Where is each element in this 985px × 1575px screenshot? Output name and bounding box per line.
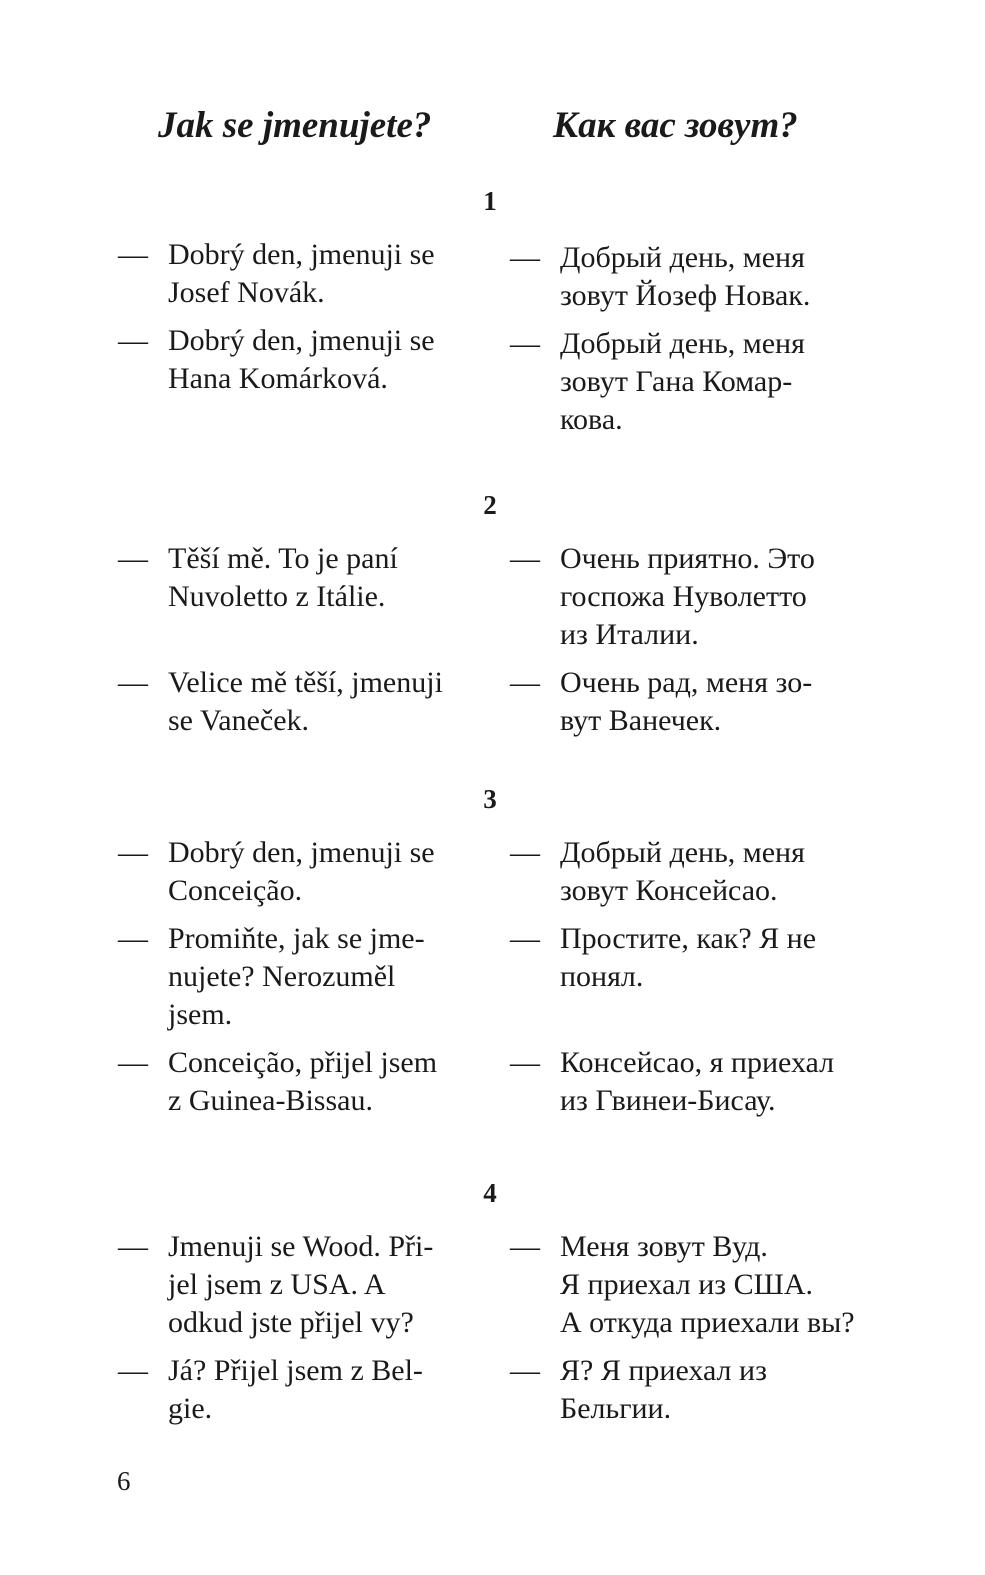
dialogue-line bbox=[118, 664, 478, 740]
dialogue-line bbox=[118, 920, 478, 1034]
dash-mark: — bbox=[118, 324, 148, 357]
dialogue-line bbox=[118, 236, 478, 312]
dialogue-text: Меня зовут Вуд. Я приехал из США. А откуда приехали вы? bbox=[560, 1230, 855, 1339]
section-1-czech-column bbox=[118, 236, 478, 398]
dialogue-line bbox=[510, 1352, 870, 1428]
dash-mark: — bbox=[510, 836, 540, 869]
section-2-czech-column bbox=[118, 540, 478, 740]
dialogue-text: Těší mě. To je paní Nuvoletto z Itálie. bbox=[168, 542, 398, 613]
section-4-czech-column bbox=[118, 1228, 478, 1428]
dialogue-line bbox=[510, 1228, 870, 1342]
dialogue-text: Простите, как? Я не понял. bbox=[560, 922, 817, 993]
dialogue-text: Добрый день, меня зовут Консейсао. bbox=[560, 836, 805, 907]
dialogue-text: Добрый день, меня зовут Гана Комар- кова. bbox=[560, 327, 805, 436]
dash-mark: — bbox=[510, 1230, 540, 1263]
dash-mark: — bbox=[510, 542, 540, 575]
section-number-3: 3 bbox=[483, 784, 497, 814]
dialogue-line bbox=[118, 834, 478, 910]
title-czech: Jak se jmenujete? bbox=[158, 105, 432, 146]
dash-mark: — bbox=[510, 1354, 540, 1387]
dialogue-text: Conceição, přijel jsem z Guinea-Bissau. bbox=[168, 1046, 438, 1117]
dialogue-text: Я? Я приехал из Бельгии. bbox=[560, 1354, 767, 1425]
section-number-1: 1 bbox=[483, 186, 497, 216]
dialogue-line bbox=[510, 1044, 870, 1120]
page-number: 6 bbox=[117, 1466, 131, 1496]
dash-mark: — bbox=[118, 666, 148, 699]
title-russian: Как вас зовут? bbox=[553, 105, 798, 146]
dialogue-text: Dobrý den, jmenuji se Josef Novák. bbox=[168, 238, 435, 309]
dialogue-line bbox=[118, 1352, 478, 1428]
dash-mark: — bbox=[118, 238, 148, 271]
dialogue-line bbox=[510, 239, 870, 315]
dialogue-line bbox=[510, 834, 870, 910]
dialogue-text: Dobrý den, jmenuji se Conceição. bbox=[168, 836, 435, 907]
dialogue-text: Консейсао, я приехал из Гвинеи-Бисау. bbox=[560, 1046, 835, 1117]
dash-mark: — bbox=[118, 1046, 148, 1079]
section-3-russian-column bbox=[510, 834, 870, 1120]
section-1-russian-column bbox=[510, 239, 870, 439]
section-2-russian-column bbox=[510, 540, 870, 740]
dialogue-line bbox=[510, 325, 870, 439]
dash-mark: — bbox=[118, 1354, 148, 1387]
dialogue-text: Jmenuji se Wood. Při- jel jsem z USA. A odkud jste přijel vy? bbox=[168, 1230, 434, 1339]
section-number-4: 4 bbox=[483, 1178, 497, 1208]
dialogue-line bbox=[510, 920, 870, 996]
dash-mark: — bbox=[510, 1046, 540, 1079]
dialogue-line bbox=[118, 1044, 478, 1120]
dash-mark: — bbox=[510, 327, 540, 360]
dash-mark: — bbox=[118, 542, 148, 575]
dialogue-line bbox=[510, 540, 870, 654]
dash-mark: — bbox=[118, 836, 148, 869]
dash-mark: — bbox=[510, 922, 540, 955]
dialogue-text: Já? Přijel jsem z Bel- gie. bbox=[168, 1354, 423, 1425]
section-4-russian-column bbox=[510, 1228, 870, 1428]
dialogue-text: Dobrý den, jmenuji se Hana Komárková. bbox=[168, 324, 435, 395]
dash-mark: — bbox=[510, 241, 540, 274]
dialogue-text: Очень рад, меня зо- вут Ванечек. bbox=[560, 666, 813, 737]
dialogue-line bbox=[118, 322, 478, 398]
dialogue-text: Velice mě těší, jmenuji se Vaneček. bbox=[168, 666, 443, 737]
dialogue-text: Promiňte, jak se jme- nujete? Nerozuměl jsem. bbox=[168, 922, 425, 1031]
section-number-2: 2 bbox=[483, 490, 497, 520]
dialogue-line bbox=[510, 664, 870, 740]
dialogue-line bbox=[118, 1228, 478, 1342]
dash-mark: — bbox=[510, 666, 540, 699]
dialogue-line bbox=[118, 540, 478, 616]
dash-mark: — bbox=[118, 922, 148, 955]
dialogue-text: Очень приятно. Это госпожа Нуволетто из Италии. bbox=[560, 542, 815, 651]
dialogue-text: Добрый день, меня зовут Йозеф Новак. bbox=[560, 241, 811, 312]
dash-mark: — bbox=[118, 1230, 148, 1263]
section-3-czech-column bbox=[118, 834, 478, 1120]
